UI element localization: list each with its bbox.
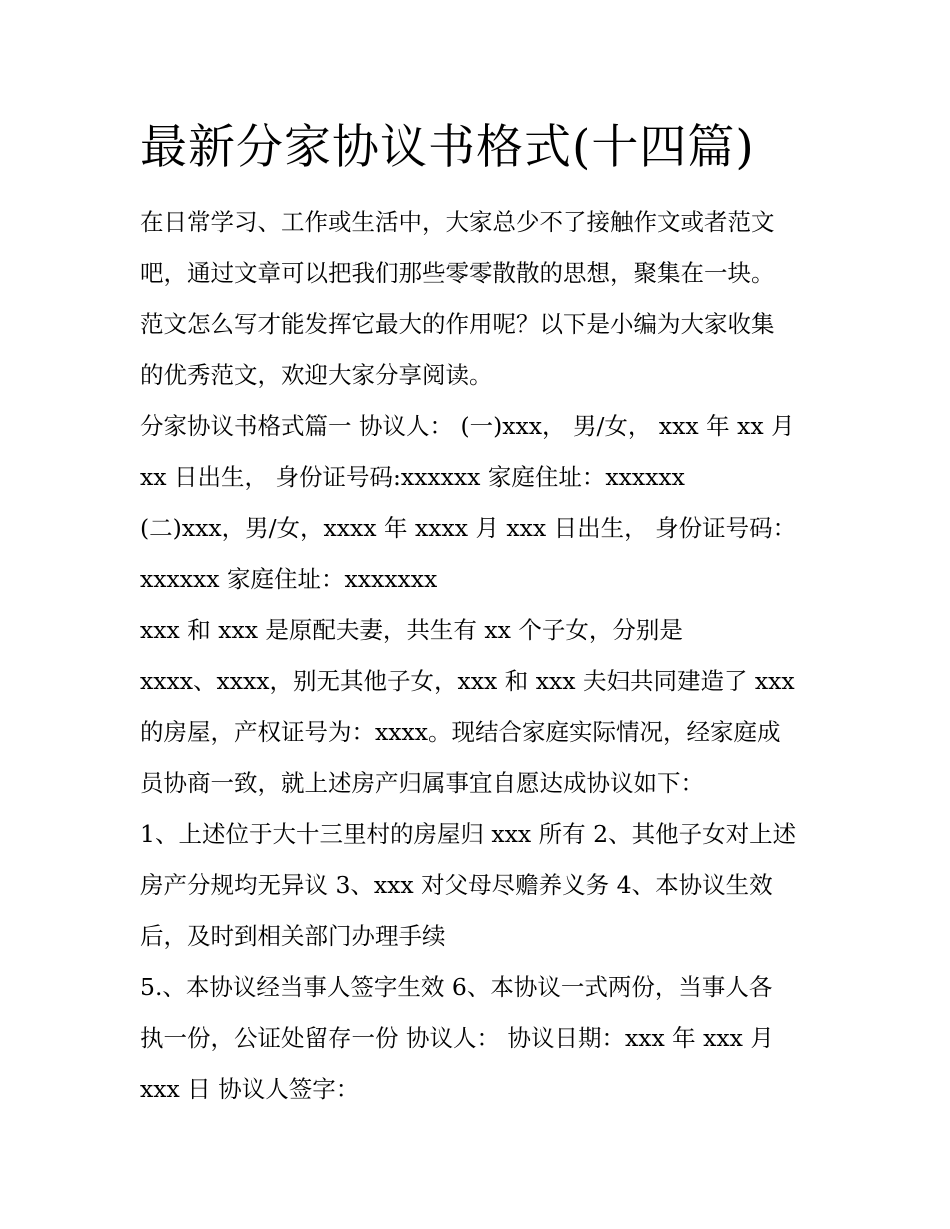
text-line: 范文怎么写才能发挥它最大的作用呢？以下是小编为大家收集	[140, 310, 775, 338]
text-line: 执一份，公证处留存一份 协议人： 协议日期：xxx 年 xxx 月	[140, 1024, 774, 1052]
text-line: 房产分规均无异议 3、xxx 对父母尽赡养义务 4、本协议生效	[140, 871, 773, 899]
text-line: xxxxxx 家庭住址：xxxxxxx	[140, 565, 438, 593]
text-line: xxx 日 协议人签字：	[140, 1075, 360, 1103]
text-line: (二)xxx，男/女，xxxx 年 xxxx 月 xxx 日出生， 身份证号码：	[140, 514, 797, 542]
text-line: 吧，通过文章可以把我们那些零零散散的思想，聚集在一块。	[140, 259, 775, 287]
text-line: 的优秀范文，欢迎大家分享阅读。	[140, 361, 493, 389]
text-line: 在日常学习、工作或生活中，大家总少不了接触作文或者范文	[140, 208, 775, 236]
text-line: 的房屋，产权证号为：xxxx。现结合家庭实际情况，经家庭成	[140, 718, 781, 746]
text-line: xxxx、xxxx，别无其他子女，xxx 和 xxx 夫妇共同建造了 xxx	[140, 667, 795, 695]
text-line: 分家协议书格式篇一 协议人： (一)xxx， 男/女， xxx 年 xx 月	[140, 412, 795, 440]
text-line: 5.、本协议经当事人签字生效 6、本协议一式两份，当事人各	[140, 973, 773, 1001]
text-line: xxx 和 xxx 是原配夫妻，共生有 xx 个子女，分别是	[140, 616, 683, 644]
document-title: 最新分家协议书格式(十四篇)	[140, 120, 755, 175]
text-line: 1、上述位于大十三里村的房屋归 xxx 所有 2、其他子女对上述	[140, 820, 797, 848]
text-line: xx 日出生， 身份证号码:xxxxxx 家庭住址：xxxxxx	[140, 463, 685, 491]
document-body	[140, 197, 830, 1115]
text-line: 员协商一致，就上述房产归属事宜自愿达成协议如下：	[140, 769, 704, 797]
text-line: 后，及时到相关部门办理手续	[140, 922, 446, 950]
